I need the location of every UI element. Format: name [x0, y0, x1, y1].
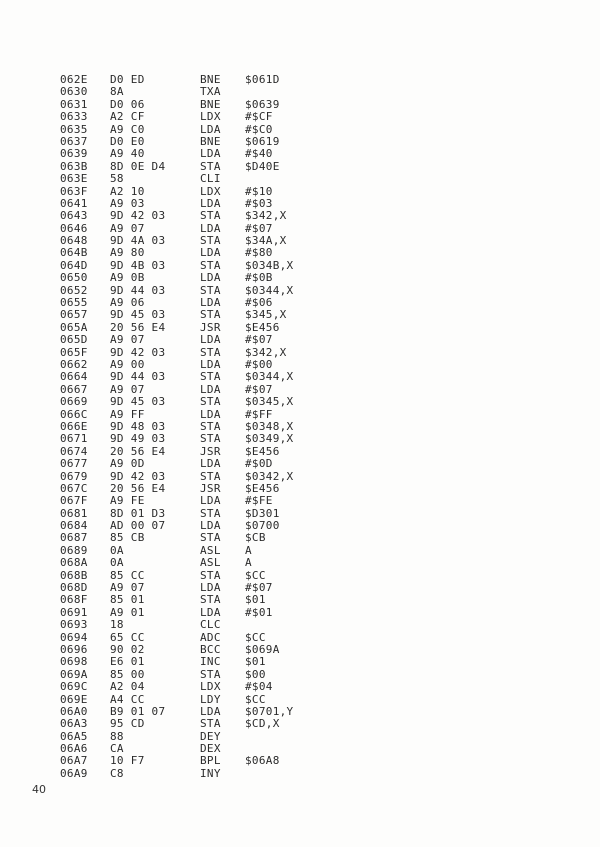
opcode-bytes: A9 0D	[110, 457, 145, 471]
listing-row	[60, 86, 380, 98]
listing-row	[60, 334, 380, 346]
opcode-bytes: CA	[110, 742, 124, 756]
address: 0687	[60, 531, 88, 545]
address: 069A	[60, 667, 88, 681]
mnemonic: LDA	[200, 581, 221, 595]
operand: $0700	[245, 519, 280, 533]
address: 069E	[60, 692, 88, 706]
opcode-bytes: 9D 44 03	[110, 283, 166, 297]
opcode-bytes: 85 01	[110, 593, 145, 607]
opcode-bytes: A4 CC	[110, 692, 145, 706]
operand: $E456	[245, 444, 280, 458]
address: 068B	[60, 568, 88, 582]
mnemonic: STA	[200, 469, 221, 483]
operand: $CC	[245, 630, 266, 644]
opcode-bytes: 90 02	[110, 642, 145, 656]
operand: #$00	[245, 357, 273, 371]
address: 064B	[60, 246, 88, 260]
address: 066C	[60, 407, 88, 421]
operand: #$FE	[245, 494, 273, 508]
operand: $E456	[245, 320, 280, 334]
mnemonic: STA	[200, 531, 221, 545]
operand: $E456	[245, 481, 280, 495]
opcode-bytes: A9 01	[110, 605, 145, 619]
mnemonic: LDA	[200, 407, 221, 421]
opcode-bytes: A9 07	[110, 382, 145, 396]
mnemonic: LDA	[200, 246, 221, 260]
address: 0694	[60, 630, 88, 644]
opcode-bytes: 0A	[110, 556, 124, 570]
mnemonic: BNE	[200, 97, 221, 111]
opcode-bytes: A9 03	[110, 196, 145, 210]
address: 06A5	[60, 729, 88, 743]
mnemonic: STA	[200, 395, 221, 409]
mnemonic: LDA	[200, 221, 221, 235]
operand: $CB	[245, 531, 266, 545]
address: 0691	[60, 605, 88, 619]
mnemonic: STA	[200, 593, 221, 607]
address: 0681	[60, 506, 88, 520]
address: 0630	[60, 85, 88, 99]
address: 0696	[60, 642, 88, 656]
opcode-bytes: 65 CC	[110, 630, 145, 644]
mnemonic: ASL	[200, 556, 221, 570]
opcode-bytes: 0A	[110, 543, 124, 557]
mnemonic: LDX	[200, 680, 221, 694]
address: 067C	[60, 481, 88, 495]
listing-row	[60, 532, 380, 544]
opcode-bytes: AD 00 07	[110, 519, 166, 533]
listing-row	[60, 396, 380, 408]
opcode-bytes: A9 07	[110, 581, 145, 595]
operand: #$0D	[245, 457, 273, 471]
opcode-bytes: 58	[110, 172, 124, 186]
listing-row	[60, 495, 380, 507]
address: 067F	[60, 494, 88, 508]
opcode-bytes: D0 E0	[110, 134, 145, 148]
mnemonic: LDX	[200, 184, 221, 198]
address: 0679	[60, 469, 88, 483]
opcode-bytes: D0 06	[110, 97, 145, 111]
mnemonic: STA	[200, 370, 221, 384]
mnemonic: ASL	[200, 543, 221, 557]
opcode-bytes: 9D 42 03	[110, 209, 166, 223]
operand: $345,X	[245, 308, 287, 322]
operand: $06A8	[245, 754, 280, 768]
operand: $061D	[245, 73, 280, 86]
address: 0669	[60, 395, 88, 409]
mnemonic: STA	[200, 667, 221, 681]
mnemonic: JSR	[200, 320, 221, 334]
address: 0674	[60, 444, 88, 458]
opcode-bytes: 8D 0E D4	[110, 159, 166, 173]
listing-row	[60, 718, 380, 730]
operand: #$07	[245, 581, 273, 595]
mnemonic: BNE	[200, 134, 221, 148]
opcode-bytes: 88	[110, 729, 124, 743]
address: 0633	[60, 110, 88, 124]
mnemonic: LDA	[200, 333, 221, 347]
operand: $0342,X	[245, 469, 294, 483]
listing-row	[60, 247, 380, 259]
address: 064D	[60, 258, 88, 272]
operand: #$01	[245, 605, 273, 619]
opcode-bytes: 18	[110, 618, 124, 632]
opcode-bytes: A9 07	[110, 333, 145, 347]
operand: #$80	[245, 246, 273, 260]
mnemonic: INY	[200, 766, 221, 780]
opcode-bytes: C8	[110, 766, 124, 780]
operand: #$0B	[245, 271, 273, 285]
operand: #$06	[245, 296, 273, 310]
opcode-bytes: A9 80	[110, 246, 145, 260]
address: 066E	[60, 419, 88, 433]
mnemonic: BPL	[200, 754, 221, 768]
address: 0639	[60, 147, 88, 161]
address: 0667	[60, 382, 88, 396]
mnemonic: STA	[200, 308, 221, 322]
operand: #$04	[245, 680, 273, 694]
mnemonic: STA	[200, 345, 221, 359]
mnemonic: CLI	[200, 172, 221, 186]
opcode-bytes: 8D 01 D3	[110, 506, 166, 520]
address: 0643	[60, 209, 88, 223]
address: 062E	[60, 73, 88, 86]
mnemonic: ADC	[200, 630, 221, 644]
operand: $342,X	[245, 345, 287, 359]
mnemonic: LDA	[200, 147, 221, 161]
address: 06A9	[60, 766, 88, 780]
listing-row	[60, 272, 380, 284]
opcode-bytes: A9 0B	[110, 271, 145, 285]
opcode-bytes: 9D 44 03	[110, 370, 166, 384]
operand: $0639	[245, 97, 280, 111]
opcode-bytes: A9 40	[110, 147, 145, 161]
mnemonic: CLC	[200, 618, 221, 632]
listing-row	[60, 619, 380, 631]
listing-row	[60, 210, 380, 222]
mnemonic: DEY	[200, 729, 221, 743]
opcode-bytes: 20 56 E4	[110, 444, 166, 458]
mnemonic: JSR	[200, 444, 221, 458]
mnemonic: LDA	[200, 519, 221, 533]
opcode-bytes: A9 06	[110, 296, 145, 310]
operand: $0345,X	[245, 395, 294, 409]
address: 068F	[60, 593, 88, 607]
operand: $01	[245, 593, 266, 607]
operand: #$FF	[245, 407, 273, 421]
address: 0650	[60, 271, 88, 285]
address: 0689	[60, 543, 88, 557]
operand: #$07	[245, 333, 273, 347]
opcode-bytes: A2 04	[110, 680, 145, 694]
mnemonic: STA	[200, 258, 221, 272]
opcode-bytes: 9D 49 03	[110, 432, 166, 446]
listing-row	[60, 557, 380, 569]
listing-row	[60, 433, 380, 445]
opcode-bytes: D0 ED	[110, 73, 145, 86]
address: 0684	[60, 519, 88, 533]
mnemonic: LDA	[200, 122, 221, 136]
address: 068A	[60, 556, 88, 570]
operand: $0349,X	[245, 432, 294, 446]
mnemonic: LDA	[200, 605, 221, 619]
address: 063F	[60, 184, 88, 198]
address: 065F	[60, 345, 88, 359]
mnemonic: LDA	[200, 271, 221, 285]
address: 0631	[60, 97, 88, 111]
operand: #$03	[245, 196, 273, 210]
opcode-bytes: 85 CB	[110, 531, 145, 545]
address: 0648	[60, 234, 88, 248]
mnemonic: STA	[200, 209, 221, 223]
address: 0657	[60, 308, 88, 322]
opcode-bytes: 9D 45 03	[110, 308, 166, 322]
opcode-bytes: A9 FF	[110, 407, 145, 421]
opcode-bytes: 9D 42 03	[110, 345, 166, 359]
address: 0664	[60, 370, 88, 384]
opcode-bytes: 20 56 E4	[110, 320, 166, 334]
assembly-listing	[60, 74, 380, 780]
opcode-bytes: A9 FE	[110, 494, 145, 508]
mnemonic: STA	[200, 234, 221, 248]
address: 0698	[60, 655, 88, 669]
opcode-bytes: 9D 4B 03	[110, 258, 166, 272]
opcode-bytes: A9 00	[110, 357, 145, 371]
listing-row	[60, 148, 380, 160]
mnemonic: LDA	[200, 382, 221, 396]
opcode-bytes: A9 07	[110, 221, 145, 235]
listing-row	[60, 656, 380, 668]
operand: #$10	[245, 184, 273, 198]
address: 06A7	[60, 754, 88, 768]
operand: $CD,X	[245, 717, 280, 731]
operand: $034B,X	[245, 258, 294, 272]
address: 063E	[60, 172, 88, 186]
address: 063B	[60, 159, 88, 173]
operand: $0619	[245, 134, 280, 148]
mnemonic: LDA	[200, 196, 221, 210]
mnemonic: BNE	[200, 73, 221, 86]
mnemonic: TXA	[200, 85, 221, 99]
opcode-bytes: 8A	[110, 85, 124, 99]
address: 065D	[60, 333, 88, 347]
opcode-bytes: 9D 4A 03	[110, 234, 166, 248]
operand: $D301	[245, 506, 280, 520]
operand: #$C0	[245, 122, 273, 136]
operand: $0348,X	[245, 419, 294, 433]
listing-row	[60, 309, 380, 321]
listing-row	[60, 371, 380, 383]
address: 0677	[60, 457, 88, 471]
opcode-bytes: B9 01 07	[110, 704, 166, 718]
mnemonic: STA	[200, 159, 221, 173]
mnemonic: LDA	[200, 704, 221, 718]
mnemonic: JSR	[200, 481, 221, 495]
address: 0662	[60, 357, 88, 371]
listing-row	[60, 458, 380, 470]
operand: $0701,Y	[245, 704, 294, 718]
opcode-bytes: 85 CC	[110, 568, 145, 582]
address: 0635	[60, 122, 88, 136]
address: 069C	[60, 680, 88, 694]
mnemonic: STA	[200, 283, 221, 297]
address: 0637	[60, 134, 88, 148]
address: 065A	[60, 320, 88, 334]
operand: $CC	[245, 692, 266, 706]
mnemonic: INC	[200, 655, 221, 669]
opcode-bytes: E6 01	[110, 655, 145, 669]
opcode-bytes: 20 56 E4	[110, 481, 166, 495]
listing-row	[60, 173, 380, 185]
opcode-bytes: 85 00	[110, 667, 145, 681]
mnemonic: LDA	[200, 357, 221, 371]
mnemonic: STA	[200, 506, 221, 520]
mnemonic: LDA	[200, 494, 221, 508]
operand: A	[245, 556, 252, 570]
operand: #$CF	[245, 110, 273, 124]
mnemonic: LDA	[200, 296, 221, 310]
address: 06A6	[60, 742, 88, 756]
opcode-bytes: 9D 48 03	[110, 419, 166, 433]
operand: #$07	[245, 221, 273, 235]
listing-row	[60, 594, 380, 606]
address: 06A0	[60, 704, 88, 718]
opcode-bytes: A2 10	[110, 184, 145, 198]
operand: $0344,X	[245, 283, 294, 297]
mnemonic: STA	[200, 568, 221, 582]
operand: #$07	[245, 382, 273, 396]
operand: #$40	[245, 147, 273, 161]
mnemonic: STA	[200, 432, 221, 446]
operand: $069A	[245, 642, 280, 656]
address: 068D	[60, 581, 88, 595]
operand: $01	[245, 655, 266, 669]
address: 0693	[60, 618, 88, 632]
mnemonic: BCC	[200, 642, 221, 656]
opcode-bytes: 9D 42 03	[110, 469, 166, 483]
address: 0641	[60, 196, 88, 210]
mnemonic: LDX	[200, 110, 221, 124]
opcode-bytes: 9D 45 03	[110, 395, 166, 409]
operand: $D40E	[245, 159, 280, 173]
address: 06A3	[60, 717, 88, 731]
opcode-bytes: 10 F7	[110, 754, 145, 768]
address: 0646	[60, 221, 88, 235]
address: 0655	[60, 296, 88, 310]
opcode-bytes: 95 CD	[110, 717, 145, 731]
mnemonic: LDA	[200, 457, 221, 471]
operand: $0344,X	[245, 370, 294, 384]
opcode-bytes: A2 CF	[110, 110, 145, 124]
page-number: 40	[32, 783, 46, 796]
mnemonic: STA	[200, 419, 221, 433]
listing-row	[60, 768, 380, 780]
listing-row	[60, 111, 380, 123]
opcode-bytes: A9 C0	[110, 122, 145, 136]
operand: A	[245, 543, 252, 557]
operand: $00	[245, 667, 266, 681]
mnemonic: LDY	[200, 692, 221, 706]
listing-row	[60, 681, 380, 693]
address: 0652	[60, 283, 88, 297]
operand: $CC	[245, 568, 266, 582]
operand: $342,X	[245, 209, 287, 223]
address: 0671	[60, 432, 88, 446]
operand: $34A,X	[245, 234, 287, 248]
mnemonic: STA	[200, 717, 221, 731]
mnemonic: DEX	[200, 742, 221, 756]
